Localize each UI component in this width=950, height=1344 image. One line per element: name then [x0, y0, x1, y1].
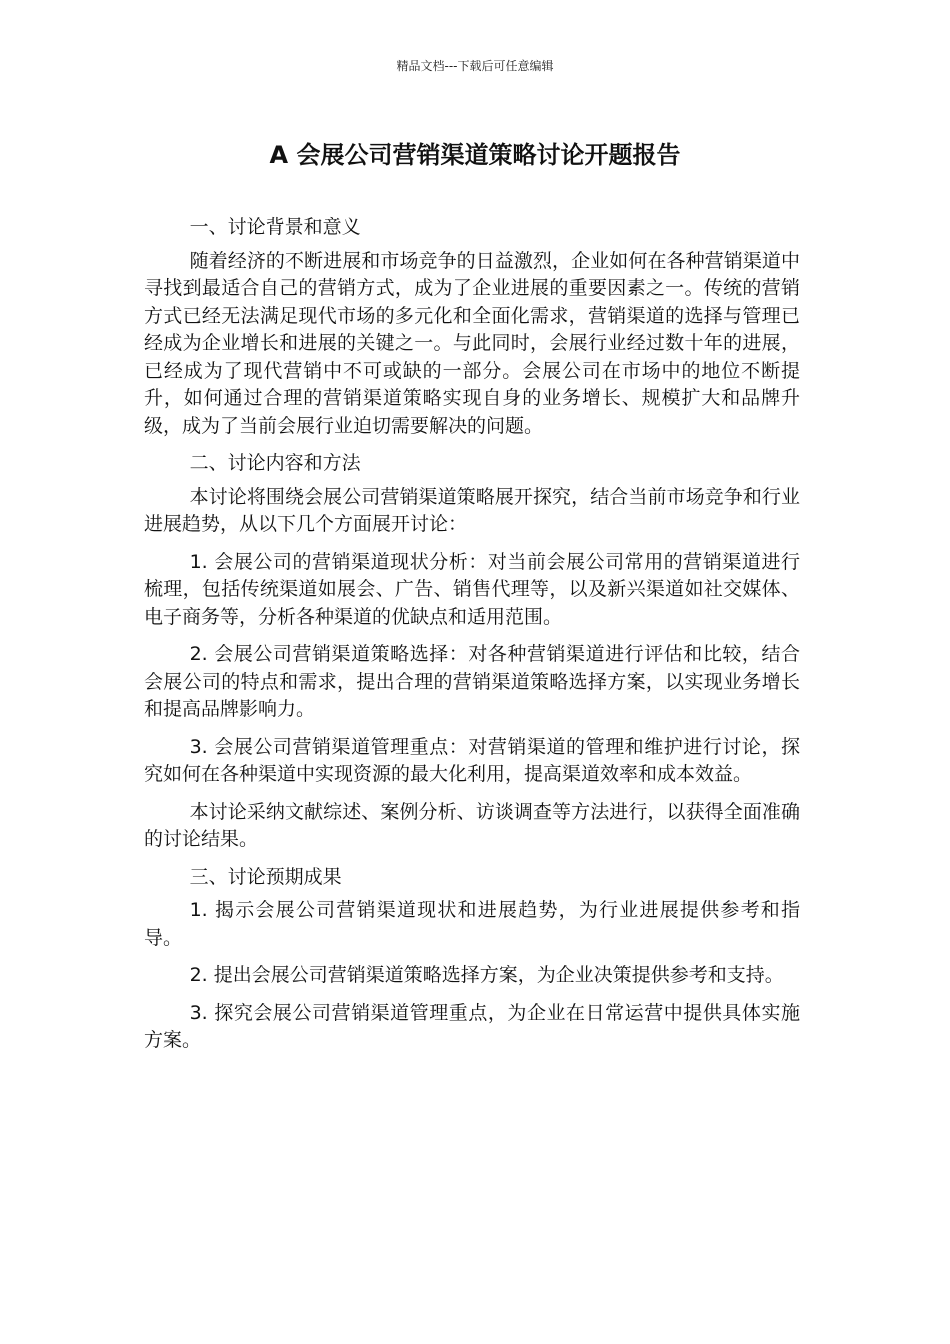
paragraph-methods: 本讨论采纳文献综述、案例分析、访谈调查等方法进行，以获得全面准确的讨论结果。 — [144, 800, 800, 850]
section-heading-expected-results: 三、讨论预期成果 — [189, 865, 342, 888]
list-item-management-focus: 3. 会展公司营销渠道管理重点：对营销渠道的管理和维护进行讨论，探究如何在各种渠道中实现资源的最大化利用，提高渠道效率和成本效益。 — [144, 735, 800, 785]
list-item-status-analysis: 1. 会展公司的营销渠道现状分析：对当前会展公司常用的营销渠道进行梳理，包括传统渠道如展会、广告、销售代理等，以及新兴渠道如社交媒体、电子商务等，分析各种渠道的优缺点和适用范围。 — [144, 550, 800, 628]
paragraph-background: 随着经济的不断进展和市场竞争的日益激烈，企业如何在各种营销渠道中寻找到最适合自己的营销方式，成为了企业进展的重要因素之一。传统的营销方式已经无法满足现代市场的多元化和全面化需求，营销渠道的选择与管理已经成为企业增长和进展的关键之一。与此同时，会展行业经过数十年的进展，已经成为了现代营销中不可或缺的一部分。会展公司在市场中的地位不断提升，如何通过合理的营销渠道策略实现自身的业务增长、规模扩大和品牌升级，成为了当前会展行业迫切需要解决的问题。 — [144, 249, 800, 437]
document-body — [144, 214, 800, 1065]
list-item-strategy-selection: 2. 会展公司营销渠道策略选择：对各种营销渠道进行评估和比较，结合会展公司的特点和需求，提出合理的营销渠道策略选择方案，以实现业务增长和提高品牌影响力。 — [144, 643, 800, 720]
paragraph-content-intro: 本讨论将围绕会展公司营销渠道策略展开探究，结合当前市场竞争和行业进展趋势，从以下几个方面展开讨论： — [144, 485, 800, 535]
section-heading-background: 一、讨论背景和意义 — [189, 216, 361, 238]
document-title: A 会展公司营销渠道策略讨论开题报告 — [269, 141, 681, 169]
page-header-note: 精品文档---下载后可任意编辑 — [396, 59, 554, 73]
section-heading-content-method: 二、讨论内容和方法 — [189, 452, 361, 474]
list-item-result-2: 2. 提出会展公司营销渠道策略选择方案，为企业决策提供参考和支持。 — [189, 964, 784, 986]
list-item-result-1: 1. 揭示会展公司营销渠道现状和进展趋势，为行业进展提供参考和指导。 — [144, 899, 800, 949]
list-item-result-3: 3. 探究会展公司营销渠道管理重点，为企业在日常运营中提供具体实施方案。 — [144, 1001, 800, 1051]
